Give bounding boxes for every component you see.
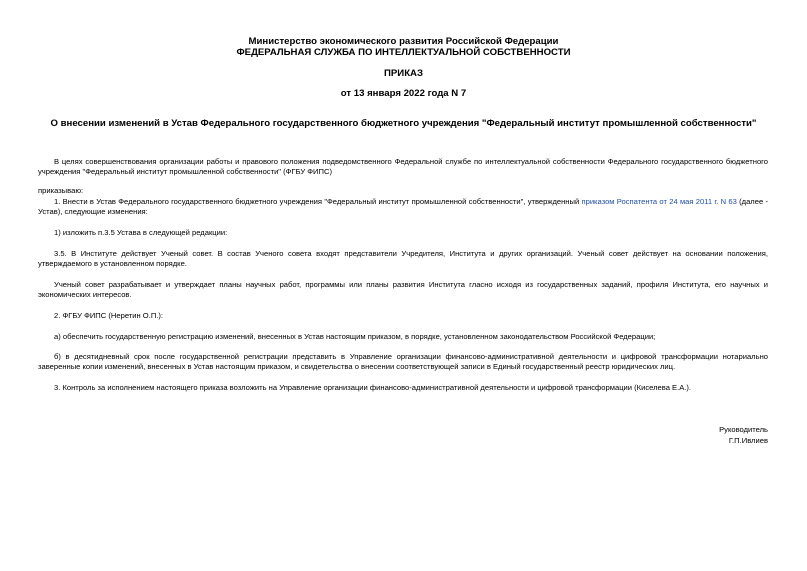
preamble-paragraph: В целях совершенствования организации работы и правового положения подведомственного Федеральной службе по интеллектуальной собственности Федерального государственного бюджетного учреждения "Федеральный институт промышленной собственности" (ФГБУ ФИПС) [38,157,768,176]
item-2a-paragraph: а) обеспечить государственную регистрацию изменений, внесенных в Устав настоящим приказом, в порядке, установленном законодательством Российской Федерации; [54,332,656,341]
item-2-paragraph: 2. ФГБУ ФИПС (Неретин О.П.): [54,311,164,320]
item-2b-paragraph: б) в десятидневный срок после государственной регистрации представить в Управление организации финансово-административной деятельности и цифровой трансформации нотариально заверенные копии изменений, внесенных в Устав настоящим приказом, и свидетельства о внесении соответствующей записи в Единый государственный реестр юридических лиц. [38,352,768,371]
document-type: ПРИКАЗ [384,68,423,79]
document-date-number: от 13 января 2022 года N 7 [340,88,467,99]
rospatent-order-link[interactable]: приказом Роспатента от 24 мая 2011 г. N 63 [581,197,737,206]
quote-3-5-paragraph: 3.5. В Институте действует Ученый совет. В состав Ученого совета входят представители Учредителя, Института и других организаций. Ученый совет действует на основании положения, утверждаемого в установленном порядке. [38,249,768,268]
signature-name: Г.П.Ивлиев [728,436,768,445]
item-1-paragraph [38,197,768,217]
order-word: приказываю: [38,186,84,195]
item-1-text-before: 1. Внести в Устав Федерального государственного бюджетного учреждения "Федеральный институт промышленной собственности", утвержденный [54,197,582,206]
quote-council-paragraph: Ученый совет разрабатывает и утверждает планы научных работ, программы или планы развития Института гласно исходя из государственных заданий, профиля Института, его научных и экономических интересов. [38,280,768,299]
document-title: О внесении изменений в Устав Федерального государственного бюджетного учреждения "Федеральный институт промышленной собственности" [50,118,757,129]
ministry-heading: Министерство экономического развития Российской Федерации [248,36,559,47]
item-3-paragraph: 3. Контроль за исполнением настоящего приказа возложить на Управление организации финансово-административной деятельности и цифровой трансформации (Киселева Е.А.). [54,383,692,392]
service-heading: ФЕДЕРАЛЬНАЯ СЛУЖБА ПО ИНТЕЛЛЕКТУАЛЬНОЙ СОБСТВЕННОСТИ [236,47,571,58]
item-1-text-after: (далее - Устав), следующие изменения: [38,197,768,216]
signature-position: Руководитель [719,425,768,434]
item-1-1-paragraph: 1) изложить п.3.5 Устава в следующей редакции: [54,228,228,237]
